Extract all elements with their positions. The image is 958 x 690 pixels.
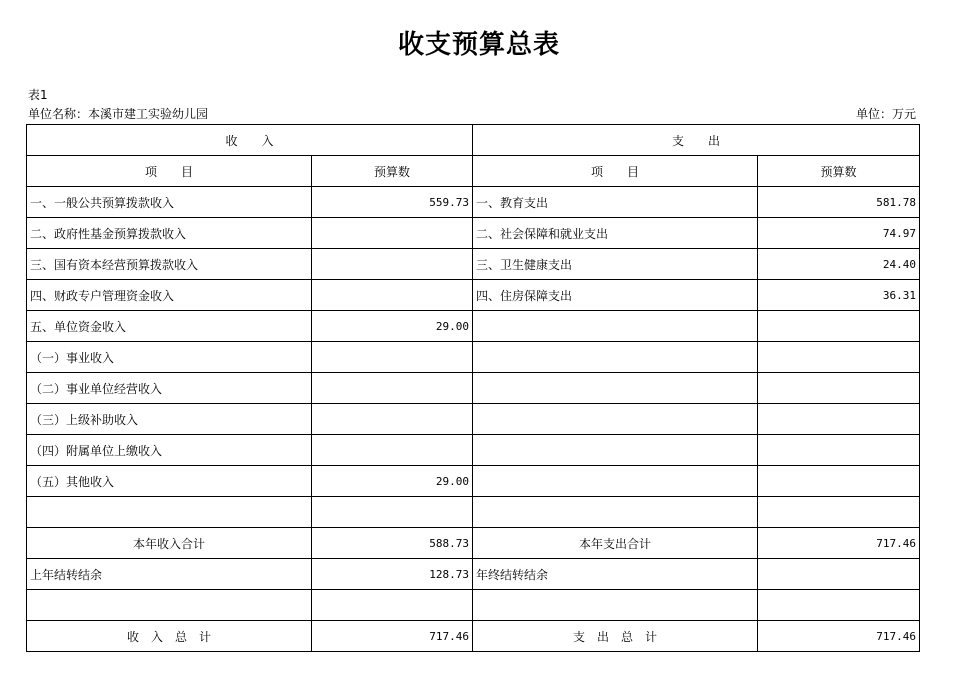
expense-grand-total-amount: 717.46: [758, 621, 920, 652]
blank-row: [27, 590, 920, 621]
income-grand-total-amount: 717.46: [312, 621, 473, 652]
income-item-cell: （五）其他收入: [27, 466, 312, 497]
income-amount-cell: [312, 218, 473, 249]
income-item-cell: （三）上级补助收入: [27, 404, 312, 435]
page-title: 收支预算总表: [397, 30, 560, 60]
income-carry-amount: 128.73: [312, 559, 473, 590]
income-amount-cell: [312, 404, 473, 435]
expense-item-cell: 一、教育支出: [473, 187, 758, 218]
budget-table: [26, 124, 920, 652]
carry-over-row: [27, 559, 920, 590]
expense-amount-cell: [758, 466, 920, 497]
income-header: 收 入: [27, 125, 473, 156]
expense-year-total-label: 本年支出合计: [473, 528, 758, 559]
table-row: [27, 249, 920, 280]
blank-cell: [473, 590, 758, 621]
expense-item-cell: 三、卫生健康支出: [473, 249, 758, 280]
expense-item-cell: [473, 466, 758, 497]
expense-carry-label: 年终结转结余: [473, 559, 758, 590]
table-row: [27, 435, 920, 466]
expense-carry-amount: [758, 559, 920, 590]
year-total-row: [27, 528, 920, 559]
expense-item-header: 项 目: [473, 156, 758, 187]
income-item-cell: 一、一般公共预算拨款收入: [27, 187, 312, 218]
income-grand-total-label: 收 入 总 计: [27, 621, 312, 652]
income-amount-cell: [312, 497, 473, 528]
expense-budget-header: 预算数: [758, 156, 920, 187]
expense-amount-cell: [758, 373, 920, 404]
blank-cell: [758, 590, 920, 621]
table-row: [27, 218, 920, 249]
expense-amount-cell: [758, 497, 920, 528]
blank-cell: [312, 590, 473, 621]
grand-total-row: [27, 621, 920, 652]
income-item-cell: [27, 497, 312, 528]
table-row: [27, 466, 920, 497]
income-item-cell: 二、政府性基金预算拨款收入: [27, 218, 312, 249]
expense-item-cell: [473, 404, 758, 435]
income-item-cell: 五、单位资金收入: [27, 311, 312, 342]
table-row: [27, 497, 920, 528]
expense-item-cell: [473, 373, 758, 404]
expense-item-cell: [473, 435, 758, 466]
expense-item-cell: [473, 342, 758, 373]
blank-cell: [27, 590, 312, 621]
income-amount-cell: [312, 249, 473, 280]
expense-header: 支 出: [473, 125, 920, 156]
column-header-row: [27, 156, 920, 187]
table-number: 表1: [28, 88, 48, 102]
expense-item-cell: 二、社会保障和就业支出: [473, 218, 758, 249]
table-row: [27, 187, 920, 218]
income-item-cell: （四）附属单位上缴收入: [27, 435, 312, 466]
income-amount-cell: [312, 280, 473, 311]
expense-grand-total-label: 支 出 总 计: [473, 621, 758, 652]
table-row: [27, 373, 920, 404]
income-amount-cell: 559.73: [312, 187, 473, 218]
unit-label: 单位：万元: [855, 107, 916, 121]
expense-amount-cell: 36.31: [758, 280, 920, 311]
table-row: [27, 280, 920, 311]
income-amount-cell: [312, 435, 473, 466]
expense-amount-cell: 581.78: [758, 187, 920, 218]
income-item-cell: （二）事业单位经营收入: [27, 373, 312, 404]
income-amount-cell: [312, 373, 473, 404]
expense-amount-cell: [758, 404, 920, 435]
income-carry-label: 上年结转结余: [27, 559, 312, 590]
unit-name: 单位名称：本溪市建工实验幼儿园: [28, 107, 209, 121]
table-row: [27, 404, 920, 435]
income-year-total-label: 本年收入合计: [27, 528, 312, 559]
expense-amount-cell: [758, 435, 920, 466]
income-item-cell: 四、财政专户管理资金收入: [27, 280, 312, 311]
income-budget-header: 预算数: [312, 156, 473, 187]
expense-year-total-amount: 717.46: [758, 528, 920, 559]
table-row: [27, 311, 920, 342]
expense-item-cell: [473, 311, 758, 342]
expense-amount-cell: [758, 311, 920, 342]
table-row: [27, 342, 920, 373]
expense-amount-cell: [758, 342, 920, 373]
expense-amount-cell: 24.40: [758, 249, 920, 280]
income-item-header: 项 目: [27, 156, 312, 187]
expense-amount-cell: 74.97: [758, 218, 920, 249]
income-amount-cell: 29.00: [312, 466, 473, 497]
income-item-cell: （一）事业收入: [27, 342, 312, 373]
income-year-total-amount: 588.73: [312, 528, 473, 559]
income-amount-cell: [312, 342, 473, 373]
section-header-row: [27, 125, 920, 156]
income-item-cell: 三、国有资本经营预算拨款收入: [27, 249, 312, 280]
expense-item-cell: [473, 497, 758, 528]
income-amount-cell: 29.00: [312, 311, 473, 342]
expense-item-cell: 四、住房保障支出: [473, 280, 758, 311]
